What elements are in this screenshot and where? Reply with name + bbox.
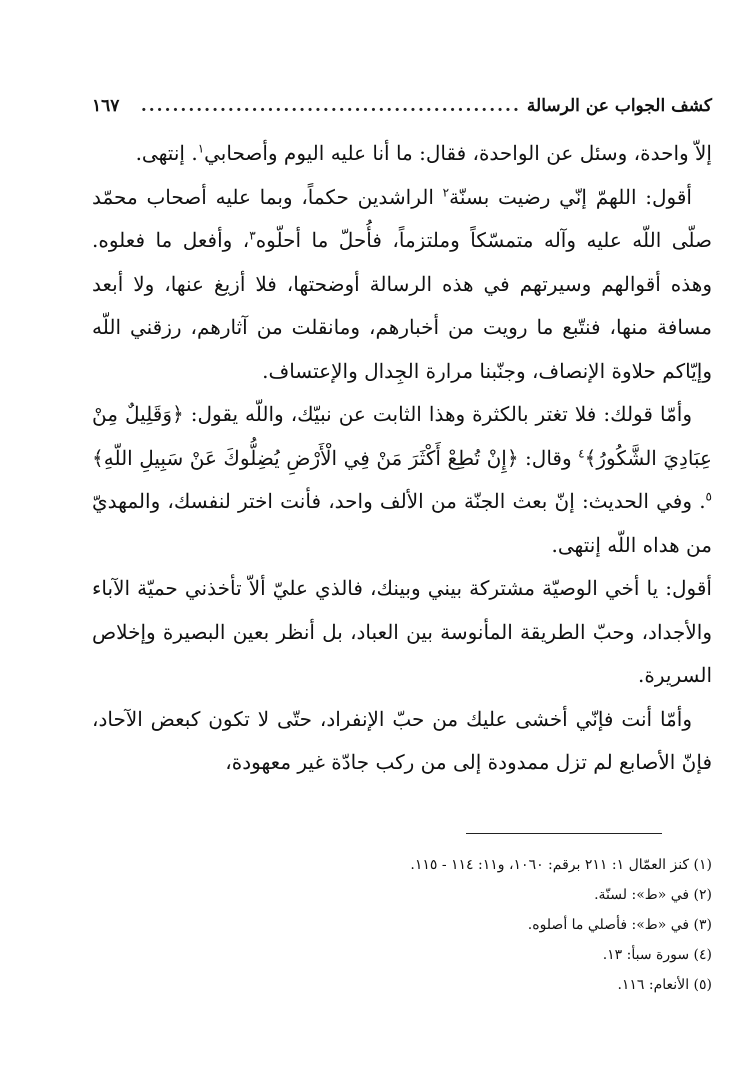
footnote-5: (٥) الأنعام: ١١٦. bbox=[617, 977, 712, 993]
header-leader-dots: ................................................ bbox=[140, 96, 521, 116]
footnote-ref-4: ٤ bbox=[578, 445, 585, 460]
paragraph-3-c: . وفي الحديث: إنّ بعث الجنّة من الألف واحد، فأنت اختر لنفسك، والمهديّ من هداه اللّه إنتهى. bbox=[92, 489, 712, 557]
main-text bbox=[92, 132, 712, 785]
running-header bbox=[92, 92, 712, 120]
footnotes bbox=[92, 850, 712, 1000]
footnote-ref-5: ٥ bbox=[705, 489, 712, 504]
footnote-2: (٢) في «ط»: لسنّة. bbox=[594, 887, 712, 903]
paragraph-2-c: ، وأفعل ما فعلوه. وهذه أقوالهم وسيرتهم في هذه الرسالة أوضحتها، فلا أزيغ عنها، ولا أبعد مسافة منها، فنتّبع ما رويت من أخبارهم، ومانقلت من آثارهم، رزقني اللّه وإيّاكم حلاوة الإنصاف، وجنّبنا مرارة الجِدال والإعتساف. bbox=[92, 228, 712, 383]
footnote-1: (١) كنز العمّال ١: ٢١١ برقم: ١٠٦٠، و١١: ١١٤ - ١١٥. bbox=[410, 857, 712, 873]
paragraph-3-b: وقال: ﴿إِنْ تُطِعْ أَكْثَرَ مَنْ فِي الْأَرْضِ يُضِلُّوكَ عَنْ سَبِيلِ اللّهِ﴾ bbox=[92, 445, 579, 470]
header-title: كشف الجواب عن الرسالة bbox=[526, 96, 712, 116]
footnote-4: (٤) سورة سبأ: ١٣. bbox=[602, 947, 712, 963]
footnote-divider bbox=[466, 833, 662, 834]
footnote-ref-1: ١ bbox=[197, 141, 205, 156]
paragraph-3 bbox=[92, 393, 712, 567]
paragraph-2-a: أقول: اللهمّ إنّي رضيت بسنّة bbox=[449, 184, 692, 209]
paragraph-1-end: . إنتهى. bbox=[135, 141, 198, 165]
paragraph-1-text: إلاّ واحدة، وسئل عن الواحدة، فقال: ما أنا عليه اليوم وأصحابي bbox=[204, 141, 712, 165]
page-number: ١٦٧ bbox=[92, 96, 120, 116]
paragraph-1 bbox=[92, 132, 712, 176]
paragraph-2-b: الراشدين حكماً، وبما عليه أصحاب محمّد صلّى اللّه عليه وآله متمسّكاً وملتزماً، فأُحلّ ما أحلّوه bbox=[92, 184, 712, 252]
paragraph-5: وأمّا أنت فإنّي أخشى عليك من حبّ الإنفراد، حتّى لا تكون كبعض الآحاد، فإنّ الأصابع لم تزل ممدودة إلى من ركب جادّة غير معهودة، bbox=[92, 706, 712, 774]
footnote-ref-2: ٢ bbox=[442, 184, 450, 199]
footnote-ref-3: ٣ bbox=[249, 228, 256, 243]
paragraph-3-a: وأمّا قولك: فلا تغتر بالكثرة وهذا الثابت عن نبيّك، واللّه يقول: ﴿وَقَلِيلٌ مِنْ عِبَادِيَ الشَّكُورُ﴾ bbox=[92, 402, 712, 470]
paragraph-2 bbox=[92, 176, 712, 394]
paragraph-4: أقول: يا أخي الوصيّة مشتركة بيني وبينك، فالذي عليّ ألاّ تأخذني حميّة الآباء والأجداد، وحبّ الطريقة المأنوسة بين العباد، بل أنظر بعين البصيرة وإخلاص السريرة. bbox=[92, 576, 712, 687]
footnote-3: (٣) في «ط»: فأصلي ما أصلوه. bbox=[527, 917, 712, 933]
